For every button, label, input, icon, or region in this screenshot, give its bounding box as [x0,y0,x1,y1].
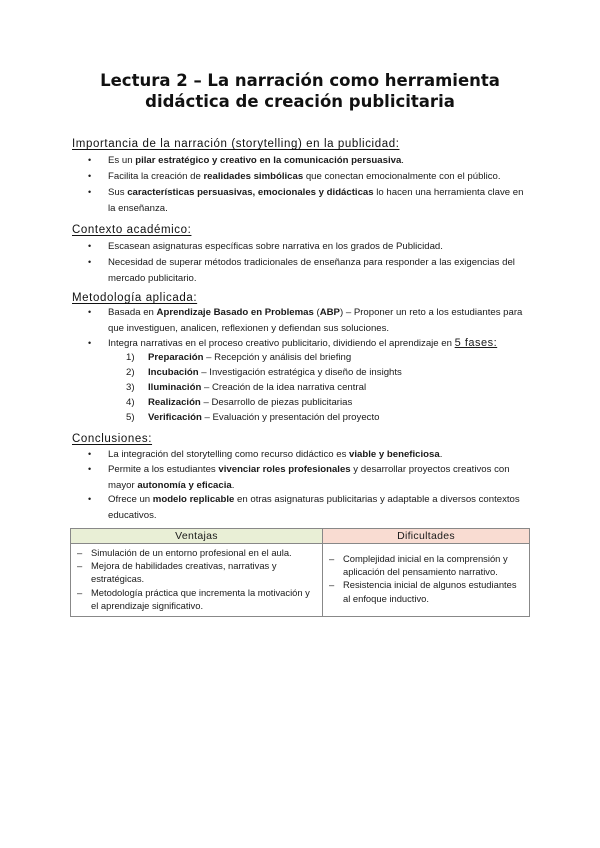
fase-1: 1) Preparación – Recepción y análisis del briefing [126,352,352,363]
cell-dificultades [323,544,530,617]
section-heading-metodologia: Metodología aplicada: [72,292,198,304]
document-title [40,70,560,112]
dificultad-item: – Complejidad inicial en la comprensión y aplicación del pensamiento narrativo. [327,552,525,578]
header-ventajas: Ventajas [71,529,323,544]
bullet-metodologia-2: • Integra narrativas en el proceso creativo publicitario, dividiendo el aprendizaje en 5 fases: [88,337,498,349]
ventaja-item: – Mejora de habilidades creativas, narrativas y estratégicas. [75,559,318,585]
dificultad-item: – Resistencia inicial de algunos estudiantes al enfoque inductivo. [327,578,525,604]
section-heading-conclusiones: Conclusiones: [72,433,153,445]
cell-ventajas [71,544,323,617]
bullet-importancia-1: • Es un pilar estratégico y creativo en la comunicación persuasiva. [88,155,404,166]
bullet-conclusiones-1: • La integración del storytelling como recurso didáctico es viable y beneficiosa. [88,449,443,460]
fase-2: 2) Incubación – Investigación estratégica y diseño de insights [126,367,402,378]
ventaja-item: – Metodología práctica que incrementa la motivación y el aprendizaje significativo. [75,586,318,612]
fases-underlined: 5 fases: [454,337,498,349]
bullet-importancia-2: • Facilita la creación de realidades simbólicas que conectan emocionalmente con el público. [88,171,501,182]
bullet-conclusiones-2: • Permite a los estudiantes vivenciar roles profesionales y desarrollar proyectos creativos con mayor autonomía y eficacia. [88,464,510,491]
bullet-conclusiones-3: • Ofrece un modelo replicable en otras asignaturas publicitarias y adaptable a diversos contextos educativos. [88,494,520,521]
fase-4: 4) Realización – Desarrollo de piezas publicitarias [126,397,353,408]
title-line-1: Lectura 2 – La narración como herramienta [100,71,500,90]
fase-3: 3) Iluminación – Creación de la idea narrativa central [126,382,367,393]
bullet-metodologia-1: • Basada en Aprendizaje Basado en Problemas (ABP) – Proponer un reto a los estudiantes para que investiguen, analicen, reflexionen y defiendan sus soluciones. [88,307,523,334]
ventaja-item: – Simulación de un entorno profesional en el aula. [75,546,318,559]
ventajas-dificultades-table [70,528,530,617]
header-dificultades: Dificultades [323,529,530,544]
title-line-2: didáctica de creación publicitaria [145,92,455,111]
bullet-importancia-3: • Sus características persuasivas, emocionales y didácticas lo hacen una herramienta clave en la enseñanza. [88,187,524,214]
section-heading-importancia: Importancia de la narración (storytelling) en la publicidad: [72,138,400,150]
bullet-contexto-2: • Necesidad de superar métodos tradicionales de enseñanza para responder a las exigencias del mercado publicitario. [88,257,515,284]
section-heading-contexto: Contexto académico: [72,224,192,236]
bullet-contexto-1: • Escasean asignaturas específicas sobre narrativa en los grados de Publicidad. [88,241,443,252]
fase-5: 5) Verificación – Evaluación y presentación del proyecto [126,412,380,423]
